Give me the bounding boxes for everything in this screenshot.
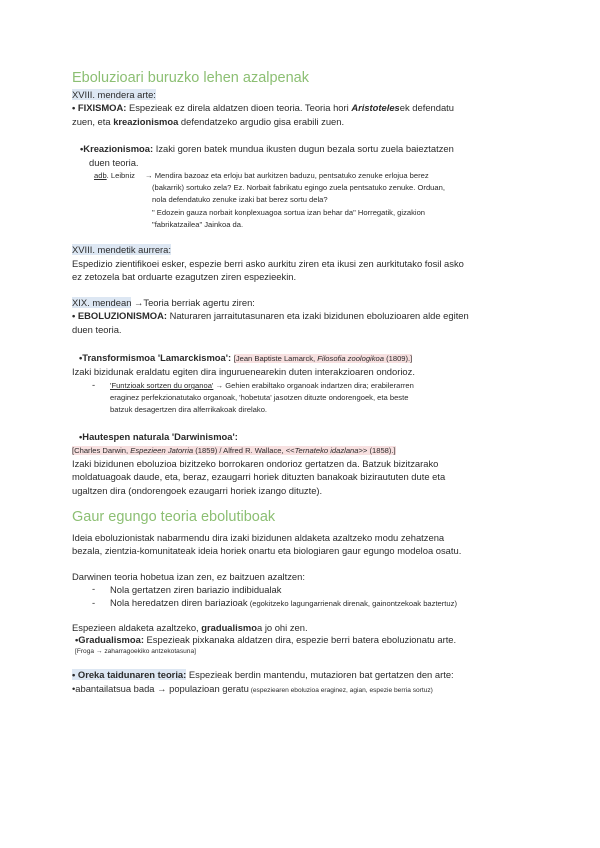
lamarckism-heading: •Transformismoa 'Lamarckismoa': [Jean Baptiste Lamarck, Filosofia zoologikoa (1809).] (79, 352, 413, 363)
heading-until-18th-century: XVIII. mendera arte: (72, 89, 156, 100)
leibniz-label: adb. Leibniz (94, 171, 135, 180)
leibniz-quote-line2: (bakarrik) sortuko zela? Ez. Norbait fabrikatu egingo zuela pentsatuko zenuke. Orduan, (152, 183, 445, 192)
section-title-current-theories: Gaur egungo teoria ebolutiboak (72, 509, 276, 525)
punctuated-equilibrium-line: • Oreka taidunaren teoria: Espezieak berdin mantendu, mutazioren bat gertatzen den arte: (72, 669, 454, 680)
lamarckism-line2: 'Funtzioak sortzen du organoa' → Gehien erabiltako organoak indartzen dira; erabilerarren (110, 381, 414, 390)
creationism-line1: •Kreazionismoa: Izaki goren batek mundua ikusten dugun bezala sortu zuela baieztatzen (80, 143, 454, 154)
species-change-line: Espezieen aldaketa azaltzeko, gradualismoa jo ohi zen. (72, 622, 308, 633)
fixism-paragraph-line1: • FIXISMOA: Espezieak ez direla aldatzen dioen teoria. Teoria hori Aristotelesek defendatu (72, 102, 454, 113)
lamarckism-line1: Izaki bizidunak eraldatu egiten dira inguruenearekin duten interakzioaren ondorioz. (72, 366, 415, 377)
leibniz-quote-line5: "fabrikatzailea" Jainkoa da. (152, 220, 244, 229)
expeditions-line2: ez zetozela bat orduarte ezagutzen ziren espezieekin. (72, 271, 297, 282)
evolutionism-line2: duen teoria. (72, 324, 122, 335)
current-theory-line2: bezala, zientzia-komunitateak ideia horiek onartu eta biologiaren gaur egungo modeloa osatu. (72, 545, 462, 556)
fixism-paragraph-line2: zuen, eta kreazionismoa defendatzeko argudio gisa erabili zuen. (72, 116, 345, 127)
darwin-improved-line: Darwinen teoria hobetua izan zen, ez baitzuen azaltzen: (72, 571, 305, 582)
leibniz-quote-line1: → Mendira bazoaz eta erloju bat aurkitzen baduzu, pentsatuko zenuke erlojua berez (145, 171, 429, 180)
current-theory-line1: Ideia eboluzionistak nabarmendu dira izaki bizidunen aldaketa azaltzeko modu zehatzena (72, 532, 445, 543)
darwinism-heading: •Hautespen naturala 'Darwinismoa': (79, 431, 238, 442)
list-dash: - (92, 583, 96, 594)
gradualism-line: •Gradualismoa: Espezieak pixkanaka aldatzen dira, espezie berri batera eboluzionatu arte. (75, 634, 457, 645)
darwinism-line3: ugaltzen dira (ondorengoek ezaugarri horiek izango dituzte). (72, 485, 323, 496)
lamarckism-line3: eraginez perfekzionatutako organoak, 'hobetuta' jasotzen dituzte ondorengoek, eta beste (110, 393, 409, 402)
heading-19th-century: XIX. mendean →Teoria berriak agertu ziren: (72, 297, 255, 308)
leibniz-quote-line4: " Edozein gauza norbait konplexuagoa sortua izan behar da" Horregatik, gizakion (152, 208, 426, 217)
evolutionism-line1: • EBOLUZIONISMOA: Naturaren jarraitutasunaren eta izaki bizidunen eboluzioaren alde egiten (72, 310, 469, 321)
expeditions-line1: Espedizio zientifikoei esker, espezie berri asko aurkitu ziren eta ikusi zen aurkitutako fosil asko (72, 258, 464, 269)
list-dash: - (92, 379, 96, 390)
section-title-early-explanations: Eboluzioari buruzko lehen azalpenak (72, 70, 309, 86)
lamarckism-line4: batzuk desagertzen dira alferrikakoak direlako. (110, 405, 268, 414)
gradualism-proof: [Froga → zaharragoekiko antzekotasuna] (75, 648, 196, 655)
darwinism-line2: moldatuagoak daude, eta, beraz, ezaugarri horiek dituzten banakoak biziraututen dute eta (72, 471, 446, 482)
darwin-reference: [Charles Darwin, Espezieen Jatorria (1859) / Alfred R. Wallace, <<Ternateko idazlana>> (1858).] (72, 446, 396, 455)
list-item-inheritance: Nola heredatzen diren bariazioak (egokitzeko lagungarrienak direnak, gainontzekoak baztertuz) (110, 597, 457, 608)
darwinism-line1: Izaki bizidunen eboluzioa bizitzeko borrokaren ondorioz gertatzen da. Batzuk bizitzarako (72, 458, 439, 469)
list-dash: - (92, 597, 96, 608)
creationism-line2: duen teoria. (89, 157, 139, 168)
advantageous-mutation-line: •abantailatsua bada → populazioan geratu (espeziearen eboluzioa eraginez, agian, espezie berria sortuz) (72, 683, 433, 694)
heading-from-18th-century: XVIII. mendetik aurrera: (72, 244, 172, 255)
list-item-individual-variation: Nola gertatzen ziren bariazio indibidualak (110, 584, 282, 595)
leibniz-quote-line3: nola defendatuko zenuke izaki bat berez sortu dela? (152, 195, 328, 204)
lamarck-reference: [Jean Baptiste Lamarck, Filosofia zoologikoa (1809).] (233, 354, 413, 363)
